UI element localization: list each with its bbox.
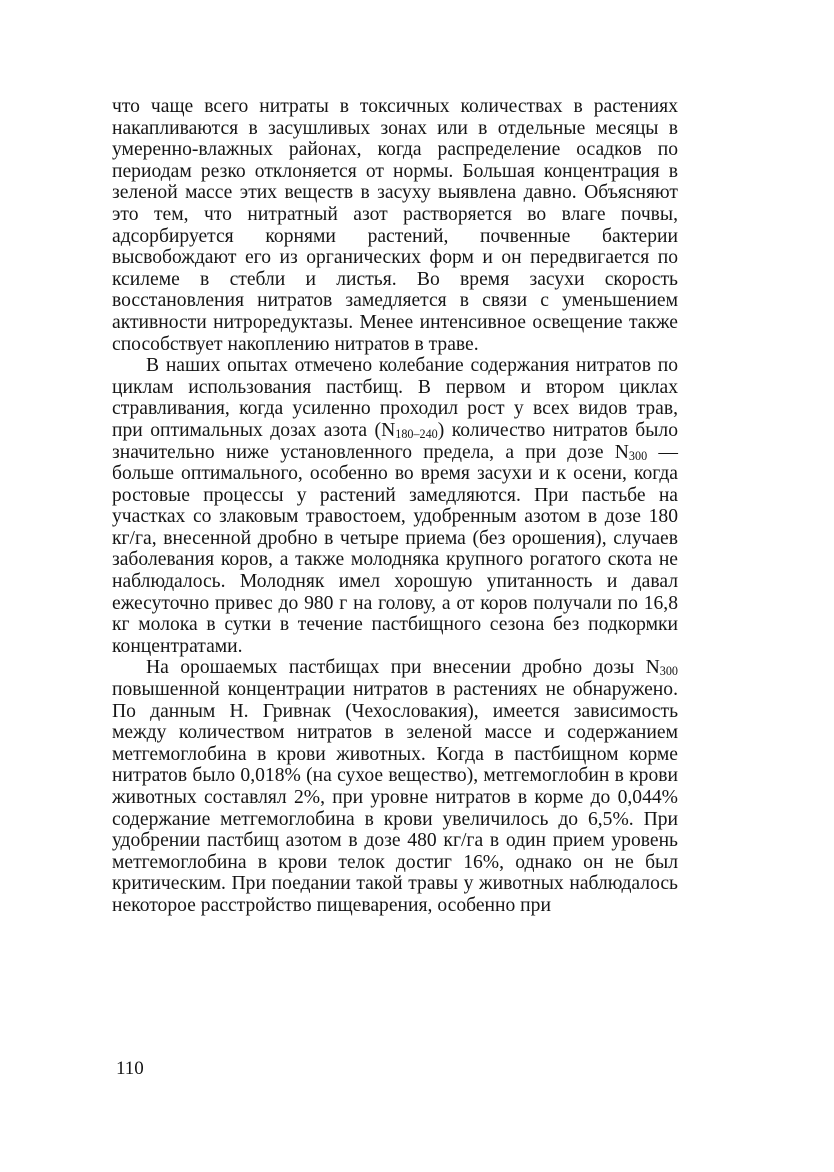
- paragraph-2-text-a: В наших опытах отмечено колебание содержания нитратов по циклам использования пастбищ. В первом и втором циклах стравливания, когда усиленно проходил рост у всех видов трав, при оптимальных дозах азота (N: [112, 355, 678, 441]
- paragraph-1: [112, 96, 678, 355]
- paragraph-2: [112, 355, 678, 657]
- paragraph-2-text-c: — больше оптимального, особенно во время засухи и к осени, когда ростовые процессы у растений замедляются. При пастьбе на участках со злаковым травостоем, удобренным азотом в дозе 180 кг/га, внесенной дробно в четыре приема (без орошения), случаев заболевания коров, а также молодняка крупного рогатого скота не наблюдалось. Молодняк имел хорошую упитанность и давал ежесуточно привес до 980 г на голову, а от коров получали по 16,8 кг молока в сутки в течение пастбищного сезона без подкормки концентратами.: [112, 441, 678, 657]
- paragraph-2-text-b: ) количество нитратов было значительно ниже установленного предела, а при дозе N: [112, 419, 678, 463]
- nitrogen-dose-subscript: 300: [659, 664, 678, 679]
- page-number: 110: [116, 1058, 144, 1079]
- paragraph-3: [112, 657, 678, 916]
- page-text: [112, 96, 678, 917]
- paragraph-3-text-a: На орошаемых пастбищах при внесении дробно дозы N: [146, 657, 660, 679]
- paragraph-3-text-b: повышенной концентрации нитратов в растениях не обнаружено. По данным Н. Гривнак (Чехословакия), имеется зависимость между количеством нитратов в зеленой массе и содержанием метгемоглобина в крови животных. Когда в пастбищном корме нитратов было 0,018% (на сухое вещество), метгемоглобин в крови животных составлял 2%, при уровне нитратов в корме до 0,044% содержание метгемоглобина в крови увеличилось до 6,5%. При удобрении пастбищ азотом в дозе 480 кг/га в один прием уровень метгемоглобина в крови телок достиг 16%, однако он не был критическим. При поедании такой травы у животных наблюдалось некоторое расстройство пищеварения, особенно при: [112, 679, 678, 916]
- nitrogen-dose-subscript: 180–240: [395, 427, 438, 442]
- paragraph-1-text: что чаще всего нитраты в токсичных количествах в растениях накапливаются в засушливых зонах или в отдельные месяцы в умеренно-влажных районах, когда распределение осадков по периодам резко отклоняется от нормы. Большая концентрация в зеленой массе этих веществ в засуху выявлена давно. Объясняют это тем, что нитратный азот растворяется во влаге почвы, адсорбируется корнями растений, почвенные бактерии высвобождают его из органических форм и он передвигается по ксилеме в стебли и листья. Во время засухи скорость восстановления нитратов замедляется в связи с уменьшением активности нитроредуктазы. Менее интенсивное освещение также способствует накоплению нитратов в траве.: [112, 96, 678, 355]
- nitrogen-dose-subscript: 300: [628, 448, 648, 463]
